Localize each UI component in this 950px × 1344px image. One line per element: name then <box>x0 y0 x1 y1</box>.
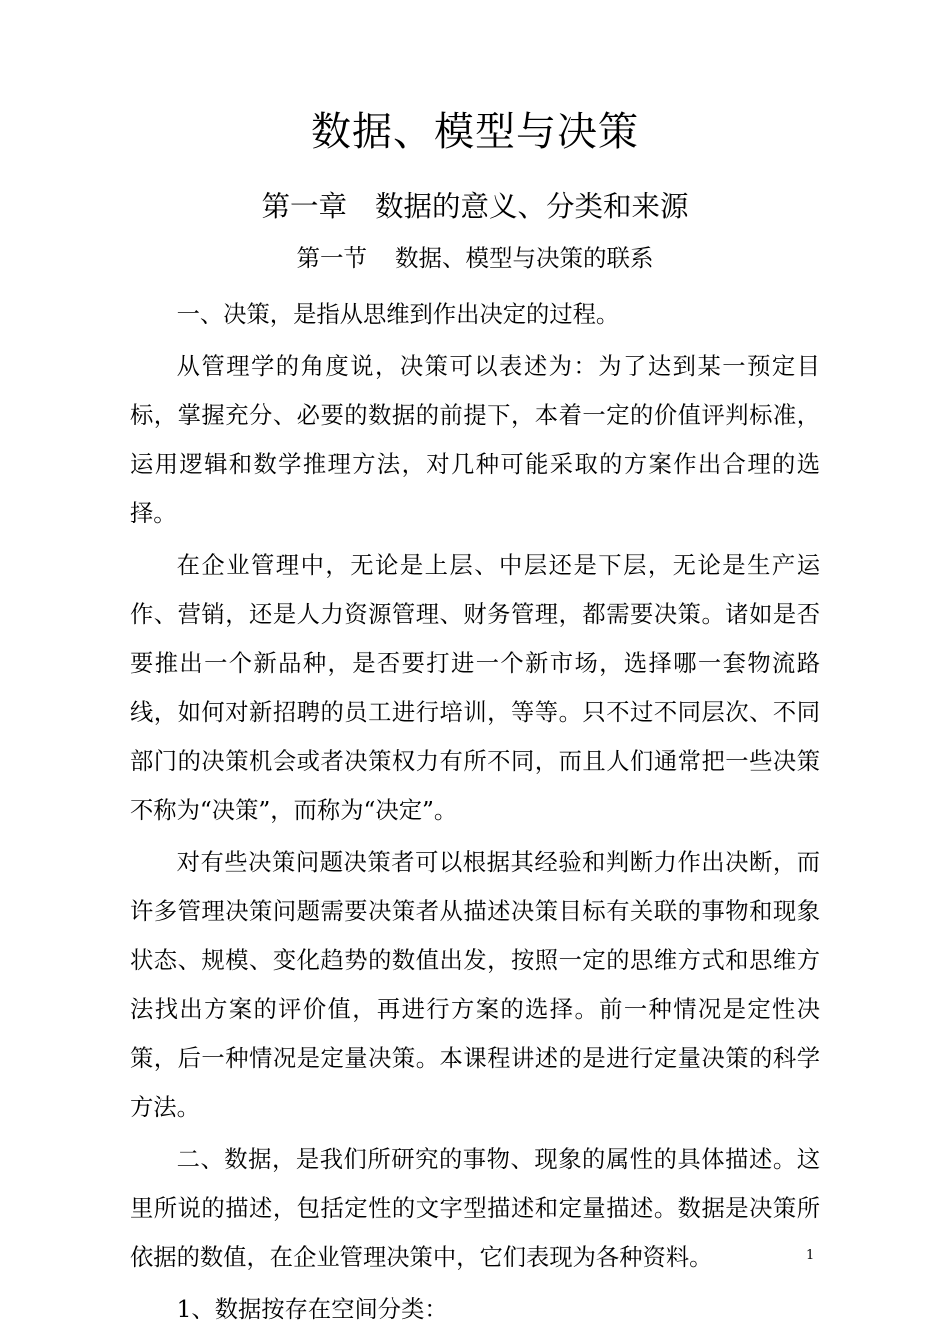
section-number: 第一节 <box>296 244 367 272</box>
paragraph-enterprise-management: 在企业管理中，无论是上层、中层还是下层，无论是生产运作、营销，还是人力资源管理、财务管理，都需要决策。诸如是否要推出一个新品种，是否要打进一个新市场，选择哪一套物流路线，如何对新招聘的员工进行培训，等等。只不过不同层次、不同部门的决策机会或者决策权力有所不同，而且人们通常把一些决策不称为“决策”，而称为“决定”。 <box>130 552 820 824</box>
paragraph-management-view: 从管理学的角度说，决策可以表述为：为了达到某一预定目标，掌握充分、必要的数据的前提下，本着一定的价值评判标准，运用逻辑和数学推理方法，对几种可能采取的方案作出合理的选择。 <box>130 353 820 527</box>
document-title: 数据、模型与决策 <box>311 109 639 155</box>
section-heading <box>0 240 950 276</box>
page-number: 1 <box>806 1248 815 1263</box>
chapter-number: 第一章 <box>261 190 347 223</box>
paragraph-data-definition: 二、数据，是我们所研究的事物、现象的属性的具体描述。这里所说的描述，包括定性的文字型描述和定量描述。数据是决策所依据的数值，在企业管理决策中，它们表现为各种资料。 <box>130 1146 820 1271</box>
section-title: 数据、模型与决策的联系 <box>395 244 654 272</box>
paragraph-qualitative-quantitative: 对有些决策问题决策者可以根据其经验和判断力作出决断，而许多管理决策问题需要决策者从描述决策目标有关联的事物和现象状态、规模、变化趋势的数值出发，按照一定的思维方式和思维方法找出方案的评价值，再进行方案的选择。前一种情况是定性决策，后一种情况是定量决策。本课程讲述的是进行定量决策的科学方法。 <box>130 849 820 1121</box>
chapter-heading <box>0 185 950 229</box>
body-text <box>130 290 820 1334</box>
paragraph-data-classification: 1、数据按存在空间分类： <box>176 1296 448 1323</box>
paragraph-decision-definition: 一、决策，是指从思维到作出决定的过程。 <box>176 301 620 328</box>
chapter-title: 数据的意义、分类和来源 <box>375 190 689 223</box>
